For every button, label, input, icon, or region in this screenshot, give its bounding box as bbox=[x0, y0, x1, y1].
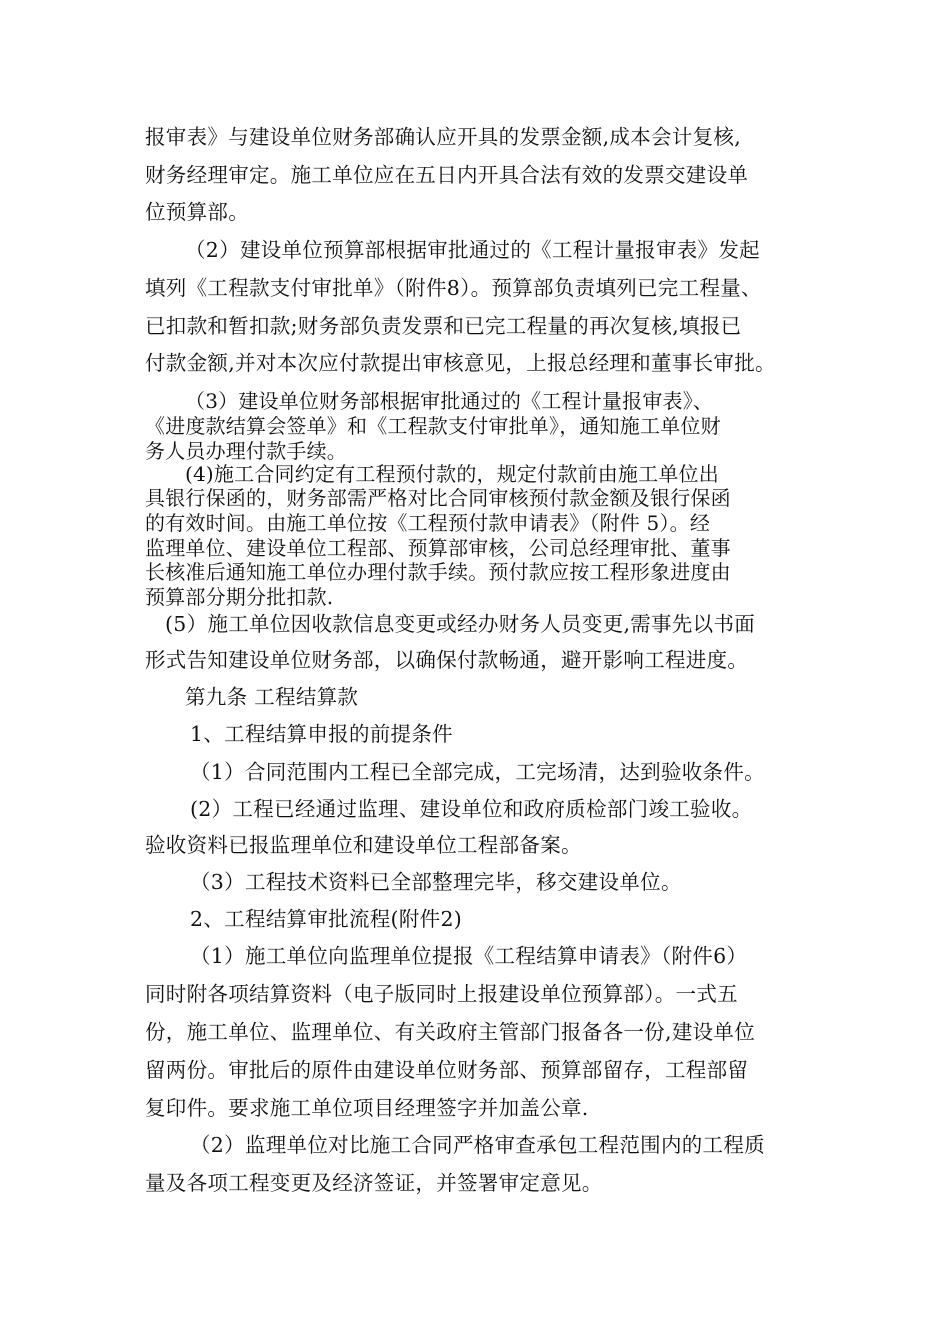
text-line: 付款金额,并对本次应付款提出审核意见，上报总经理和董事长审批。 bbox=[145, 351, 776, 375]
text-line: （2）监理单位对比施工合同严格审查承包工程范围内的工程质 bbox=[190, 1133, 765, 1157]
section-heading: 1、工程结算申报的前提条件 bbox=[190, 722, 453, 746]
text-line: 形式告知建设单位财务部，以确保付款畅通，避开影响工程进度。 bbox=[145, 648, 749, 672]
text-line: 《进度款结算会签单》和《工程款支付审批单》，通知施工单位财 bbox=[145, 414, 721, 438]
text-line: 务人员办理付款手续。 bbox=[145, 439, 347, 463]
text-line: 的有效时间。由施工单位按《工程预付款申请表》（附件 5）。经 bbox=[145, 511, 711, 535]
text-line: （2）建设单位预算部根据审批通过的《工程计量报审表》发起 bbox=[185, 238, 760, 262]
text-line: 监理单位、建设单位工程部、预算部审核，公司总经理审批、董事 bbox=[145, 536, 731, 560]
text-line: （3）工程技术资料已全部整理完毕，移交建设单位。 bbox=[190, 870, 682, 894]
text-line: 验收资料已报监理单位和建设单位工程部备案。 bbox=[145, 833, 582, 857]
text-line: （3）建设单位财务部根据审批通过的《工程计量报审表》、 bbox=[185, 389, 714, 413]
section-heading: 2、工程结算审批流程(附件2) bbox=[190, 907, 463, 931]
text-line: 位预算部。 bbox=[145, 200, 249, 224]
text-line: 留两份。审批后的原件由建设单位财务部、预算部留存，工程部留 bbox=[145, 1058, 749, 1082]
text-line: (4)施工合同约定有工程预付款的，规定付款前由施工单位出 bbox=[185, 462, 719, 486]
text-line: 已扣款和暂扣款;财务部负责发票和已完工程量的再次复核,填报已 bbox=[145, 314, 742, 338]
text-line: 预算部分期分批扣款. bbox=[145, 585, 334, 609]
text-line: 填列《工程款支付审批单》（附件8）。预算部负责填列已完工程量、 bbox=[145, 276, 762, 300]
text-line: 报审表》与建设单位财务部确认应开具的发票金额,成本会计复核, bbox=[145, 125, 742, 149]
text-line: 财务经理审定。施工单位应在五日内开具合法有效的发票交建设单 bbox=[145, 163, 749, 187]
text-line: (2）工程已经通过监理、建设单位和政府质检部门竣工验收。 bbox=[190, 797, 753, 821]
text-line: （1）施工单位向监理单位提报《工程结算申请表》（附件6） bbox=[190, 944, 748, 968]
text-line: (5）施工单位因收款信息变更或经办财务人员变更,需事先以书面 bbox=[165, 612, 756, 636]
text-line: 量及各项工程变更及经济签证，并签署审定意见。 bbox=[145, 1171, 603, 1195]
text-line: （1）合同范围内工程已全部完成，工完场清，达到验收条件。 bbox=[190, 760, 765, 784]
text-line: 同时附各项结算资料（电子版同时上报建设单位预算部）。一式五 bbox=[145, 982, 738, 1006]
article-heading: 第九条 工程结算款 bbox=[185, 685, 359, 709]
text-line: 复印件。要求施工单位项目经理签字并加盖公章. bbox=[145, 1096, 589, 1120]
text-line: 份，施工单位、监理单位、有关政府主管部门报备各一份,建设单位 bbox=[145, 1020, 756, 1044]
text-line: 长核准后通知施工单位办理付款手续。预付款应按工程形象进度由 bbox=[145, 560, 731, 584]
text-line: 具银行保函的，财务部需严格对比合同审核预付款金额及银行保函 bbox=[145, 486, 731, 510]
